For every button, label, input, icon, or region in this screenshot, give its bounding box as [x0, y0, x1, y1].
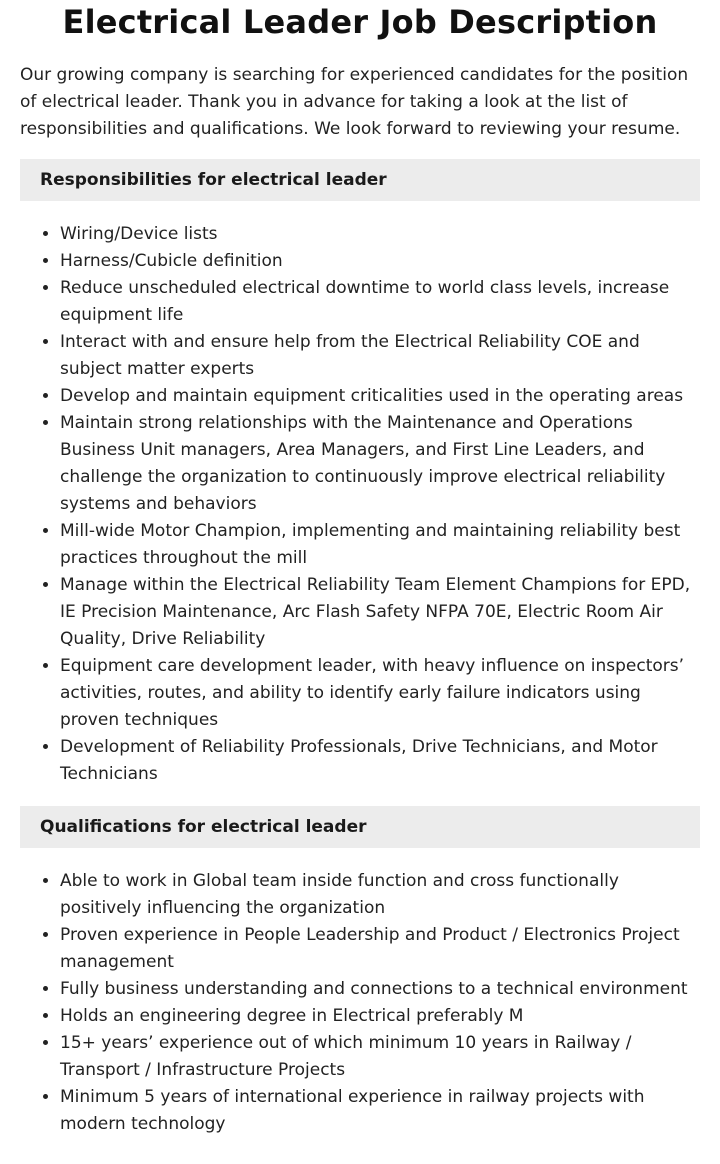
- qualifications-heading: Qualifications for electrical leader: [20, 806, 700, 848]
- list-item: • Equipment care development leader, with heavy influence on inspectors’ activities, routes, and ability to identify early failure indicators using proven techniques: [60, 653, 700, 734]
- qualifications-list: [20, 868, 700, 1138]
- list-item: • Holds an engineering degree in Electrical preferably M: [60, 1003, 700, 1030]
- list-item: • Development of Reliability Professionals, Drive Technicians, and Motor Technicians: [60, 734, 700, 788]
- list-item: • Interact with and ensure help from the Electrical Reliability COE and subject matter experts: [60, 329, 700, 383]
- page-title: Electrical Leader Job Description: [62, 3, 658, 41]
- list-item: • Develop and maintain equipment criticalities used in the operating areas: [60, 383, 700, 410]
- list-item: • Able to work in Global team inside function and cross functionally positively influencing the organization: [60, 868, 700, 922]
- list-item: • Reduce unscheduled electrical downtime to world class levels, increase equipment life: [60, 275, 700, 329]
- responsibilities-heading: Responsibilities for electrical leader: [20, 159, 700, 201]
- list-item: • Minimum 5 years of international experience in railway projects with modern technology: [60, 1084, 700, 1138]
- intro-paragraph: Our growing company is searching for experienced candidates for the position of electrical leader. Thank you in advance for taking a look at the list of responsibilities and qualifications. We look forward to reviewing your resume.: [20, 65, 689, 139]
- list-item: • Wiring/Device lists: [60, 221, 700, 248]
- list-item: • Manage within the Electrical Reliability Team Element Champions for EPD, IE Precision Maintenance, Arc Flash Safety NFPA 70E, Electric Room Air Quality, Drive Reliability: [60, 572, 700, 653]
- list-item: • Maintain strong relationships with the Maintenance and Operations Business Unit managers, Area Managers, and First Line Leaders, and challenge the organization to continuously improve electrical reliability systems and behaviors: [60, 410, 700, 518]
- list-item: • Harness/Cubicle definition: [60, 248, 700, 275]
- list-item: • 15+ years’ experience out of which minimum 10 years in Railway / Transport / Infrastructure Projects: [60, 1030, 700, 1084]
- list-item: • Proven experience in People Leadership and Product / Electronics Project management: [60, 922, 700, 976]
- list-item: • Mill-wide Motor Champion, implementing and maintaining reliability best practices throughout the mill: [60, 518, 700, 572]
- list-item: • Fully business understanding and connections to a technical environment: [60, 976, 700, 1003]
- responsibilities-list: [20, 221, 700, 788]
